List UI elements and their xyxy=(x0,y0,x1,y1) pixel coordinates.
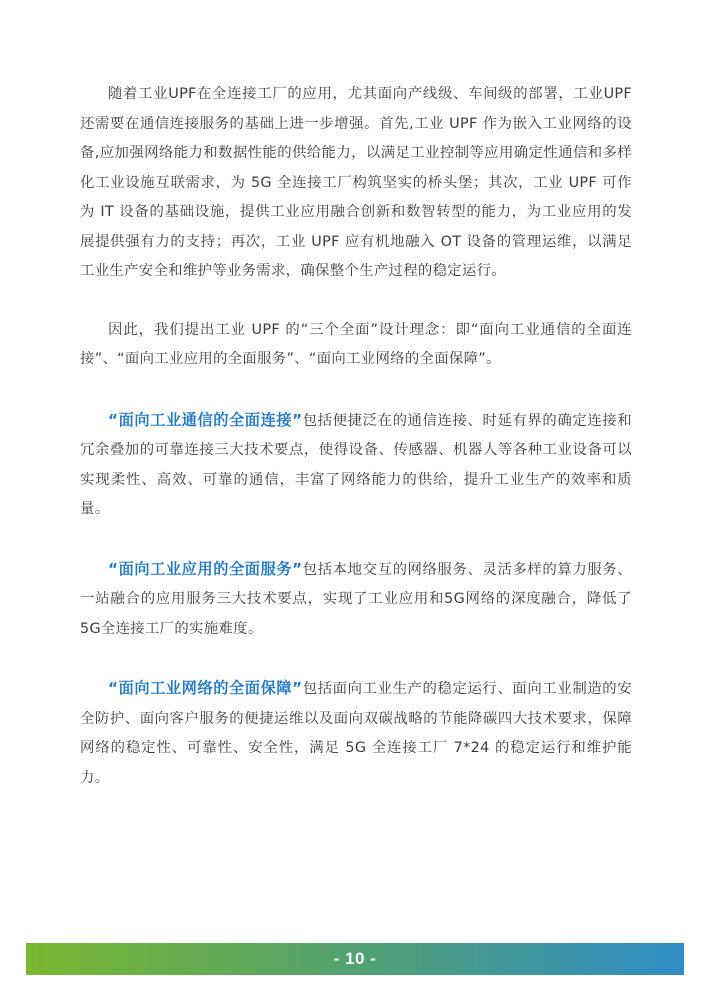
footer-bar xyxy=(26,943,684,975)
heading-full-connection: “面向工业通信的全面连接” xyxy=(108,410,303,429)
heading-full-guarantee: “面向工业网络的全面保障” xyxy=(108,679,303,697)
page-number: - 10 - xyxy=(333,949,377,968)
body-text xyxy=(80,80,632,793)
paragraph-full-connection xyxy=(80,406,632,525)
paragraph-intro: 随着工业UPF在全连接工厂的应用，尤其面向产线级、车间级的部署，工业UPF还需要在通信连接服务的基础上进一步增强。首先,工业 UPF 作为嵌入工业网络的设备,应加强网络能力和数据性能的供给能力，以满足工业控制等应用确定性通信和多样化工业设施互联需求，为 5G 全连接工厂构筑坚实的桥头堡；其次，工业 UPF 可作为 IT 设备的基础设施，提供工业应用融合创新和数智转型的能力，为工业应用的发展提供强有力的支持；再次，工业 UPF 应有机地融入 OT 设备的管理运维，以满足工业生产安全和维护等业务需求，确保整个生产过程的稳定运行。 xyxy=(80,86,632,279)
text-full-service: 包括本地交互的网络服务、灵活多样的算力服务、一站融合的应用服务三大技术要点，实现了工业应用和5G网络的深度融合，降低了5G全连接工厂的实施难度。 xyxy=(80,561,632,637)
paragraph-full-service xyxy=(80,555,632,645)
text-full-connection: 包括便捷泛在的通信连接、时延有界的确定连接和冗余叠加的可靠连接三大技术要点，使得设备、传感器、机器人等各种工业设备可以实现柔性、高效、可靠的通信，丰富了网络能力的供给，提升工业生产的效率和质量。 xyxy=(80,412,632,517)
paragraph-design-concept: 因此，我们提出工业 UPF 的“三个全面”设计理念：即“面向工业通信的全面连接”、“面向工业应用的全面服务”、“面向工业网络的全面保障”。 xyxy=(80,321,632,367)
heading-full-service: “面向工业应用的全面服务” xyxy=(108,559,303,578)
paragraph-full-guarantee xyxy=(80,674,632,793)
text-full-guarantee: 包括面向工业生产的稳定运行、面向工业制造的安全防护、面向客户服务的便捷运维以及面向双碳战略的节能降碳四大技术要求，保障网络的稳定性、可靠性、安全性，满足 5G 全连接工厂 7*24 的稳定运行和维护能力。 xyxy=(80,681,632,786)
